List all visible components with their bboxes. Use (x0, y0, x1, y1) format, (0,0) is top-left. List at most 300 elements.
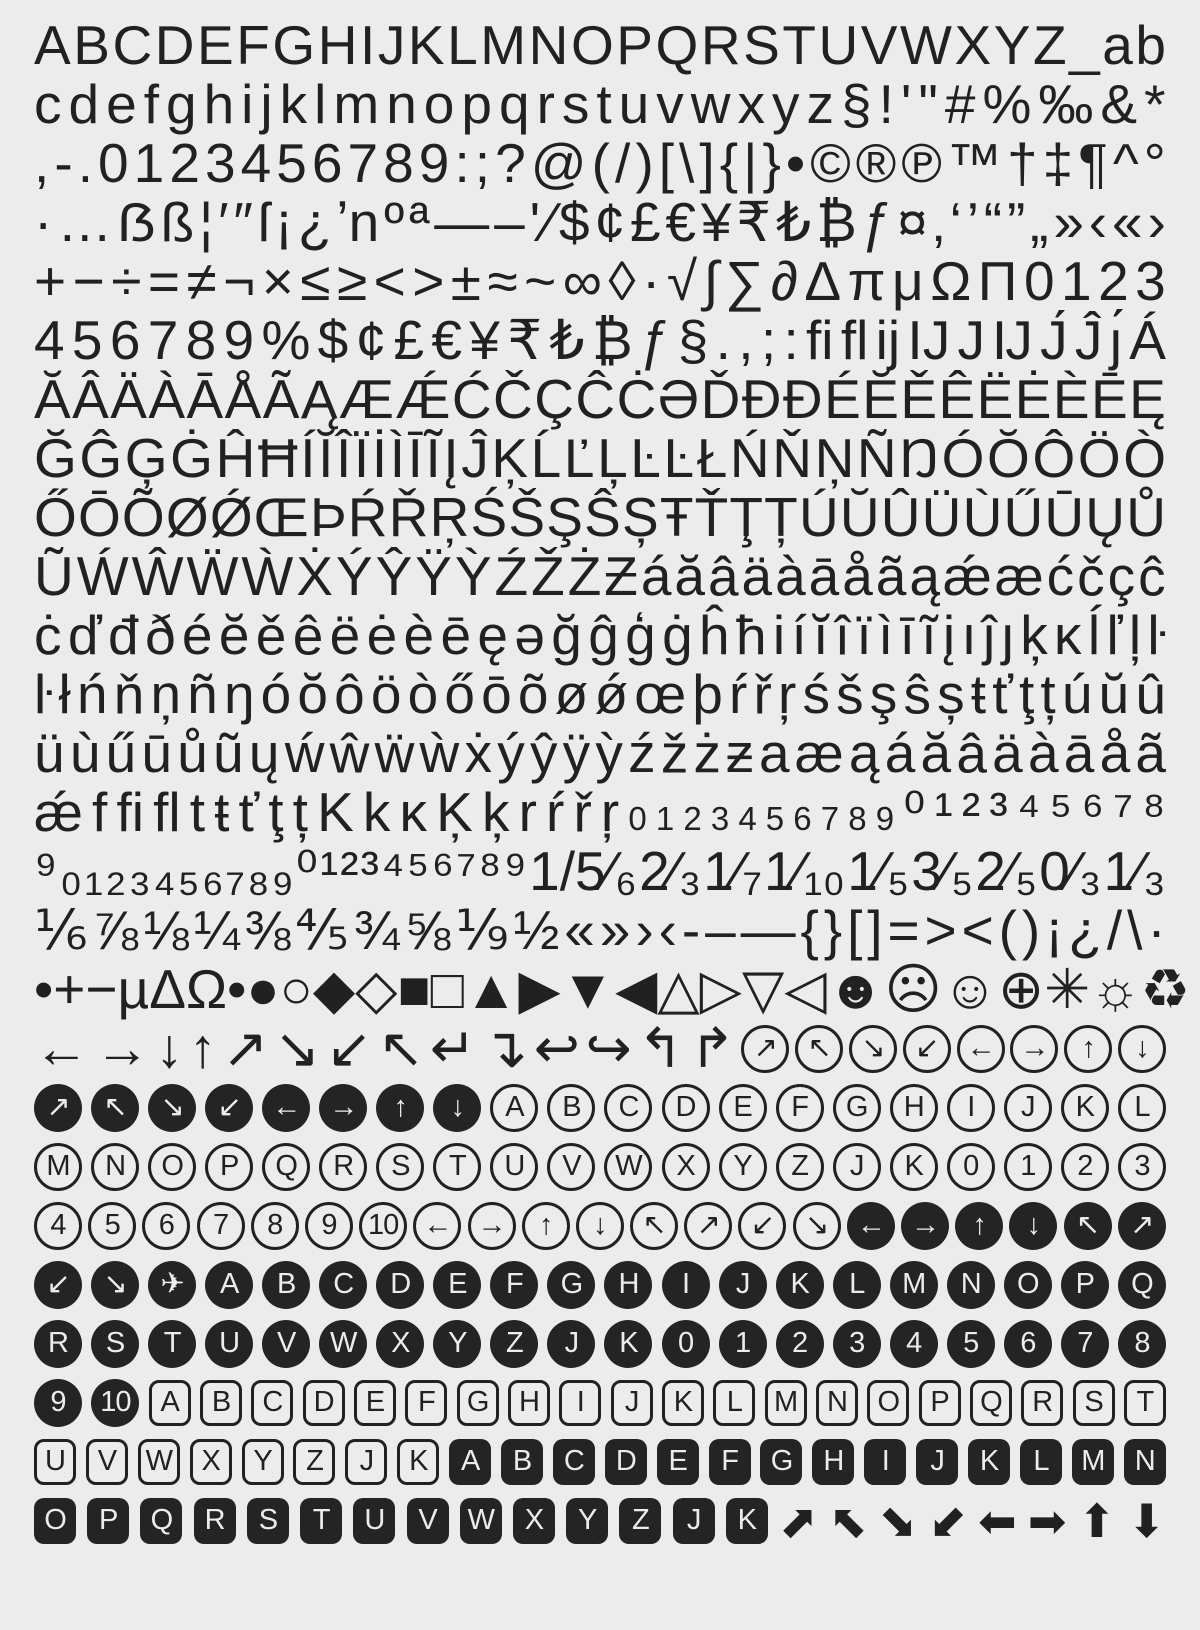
glyph: ≥ (336, 250, 368, 312)
glyph: Ũ (34, 545, 74, 607)
glyph: đ (108, 604, 139, 666)
glyph: c (34, 73, 62, 135)
circle-badge-outline: U (490, 1143, 538, 1191)
starburst-icon: ✳ (1044, 958, 1091, 1020)
glyph: ű (105, 722, 137, 784)
square-badge-outline: U (34, 1439, 76, 1485)
glyph: S (743, 14, 780, 76)
glyph: ĝ (588, 604, 619, 666)
glyph: ⁶ (431, 840, 455, 902)
math-greek-digits-row (34, 252, 1166, 311)
glyph: ẋ (464, 722, 492, 784)
glyph: Ő (34, 486, 77, 548)
glyph: j (260, 73, 273, 135)
lowercase-symbols-row (34, 75, 1166, 134)
glyph: ȷ́ (1109, 309, 1122, 371)
glyph: į (942, 604, 956, 666)
glyph: § (841, 73, 872, 135)
glyph: ķ (1020, 604, 1048, 666)
glyph: Á (1129, 309, 1166, 371)
circle-badge-filled: A (205, 1261, 253, 1309)
glyph: Δ (804, 250, 842, 312)
glyph: Ǿ (209, 486, 253, 548)
glyph: . (715, 309, 731, 371)
glyph: ■ (397, 958, 431, 1020)
glyph: [ (847, 899, 863, 961)
glyph: ₄ (153, 840, 176, 902)
circle-badge-filled: H (604, 1261, 652, 1309)
glyph: ∑ (725, 250, 765, 312)
glyph: f (92, 781, 108, 843)
glyph: ↑ (188, 1017, 217, 1079)
glyph: ǽ (942, 545, 992, 607)
glyph: * (1144, 73, 1166, 135)
circle-badge-filled: 2 (776, 1320, 824, 1368)
glyph: Ê (938, 368, 976, 430)
glyph: ¥ (700, 191, 732, 253)
glyph: 3 (1135, 250, 1166, 312)
glyph: 7 (820, 800, 840, 837)
glyph: ⁷ (456, 840, 477, 902)
glyph: Ņ (814, 427, 855, 489)
glyph: ◁ (784, 958, 827, 1020)
glyph: Ŷ (375, 545, 413, 607)
glyph: [ (658, 132, 674, 194)
circle-badge-outline: ← (957, 1025, 1005, 1073)
glyph: Q (655, 14, 699, 76)
glyph: ‚ (932, 191, 945, 253)
glyph: 1⁄₃ (1103, 840, 1166, 902)
glyph: 6 (109, 309, 141, 371)
glyph: Ç (534, 368, 574, 430)
glyph: Ö (1077, 427, 1121, 489)
circle-badge-filled: ↗ (1118, 1202, 1166, 1250)
glyph: IJ (907, 309, 951, 371)
glyph: Ǽ (395, 368, 451, 430)
glyph: ⁰ (903, 781, 926, 843)
circle-badge-filled: V (262, 1320, 310, 1368)
glyph: h (203, 73, 235, 135)
glyph: 9 (875, 800, 895, 837)
glyph: ; (760, 309, 777, 371)
square-badge-filled: P (87, 1498, 129, 1544)
square-badge-filled: T (300, 1498, 342, 1544)
glyph: 0 (1023, 250, 1055, 312)
glyph: " (918, 73, 938, 135)
circle-badge-filled: ↗ (34, 1084, 82, 1132)
glyph: ì (877, 604, 894, 666)
glyph: K (317, 781, 354, 843)
glyph: ) (635, 132, 654, 194)
glyph: Ŀ (663, 427, 695, 489)
glyph: Ś (470, 486, 508, 548)
square-badge-filled: Z (619, 1498, 661, 1544)
circle-badge-filled: ↘ (148, 1084, 196, 1132)
glyph: ą (909, 545, 940, 607)
glyph: Ł (696, 427, 728, 489)
glyph: ĥ (699, 604, 730, 666)
glyph: ŏ (297, 663, 329, 725)
glyph: ç (1107, 545, 1136, 607)
glyph: C (112, 14, 153, 76)
circled-letters-digits-row (34, 1137, 1166, 1196)
smiley-outline-icon: ☺ (941, 958, 999, 1020)
circle-badge-filled: G (547, 1261, 595, 1309)
glyph: á (640, 545, 672, 607)
glyph: ⁴ (381, 840, 405, 902)
glyph: a (1102, 14, 1133, 76)
glyph: î (834, 604, 850, 666)
glyph: ü (34, 722, 65, 784)
glyph: < (373, 250, 406, 312)
glyph: k (279, 73, 308, 135)
glyph: 2⁄₃ (639, 840, 702, 902)
glyph: Ỳ (454, 545, 492, 607)
glyph: ¥ (469, 309, 500, 371)
glyph: Ů (1126, 486, 1166, 548)
circle-badge-outline: M (34, 1143, 82, 1191)
glyph: ē (440, 604, 472, 666)
circle-badge-filled: 5 (947, 1320, 995, 1368)
circle-badge-outline: P (205, 1143, 253, 1191)
glyph: ň (113, 663, 145, 725)
glyph: W (900, 14, 952, 76)
glyph: ; (474, 132, 491, 194)
glyph: « (1111, 191, 1143, 253)
glyph: ⁰ (295, 840, 318, 902)
glyph: L (447, 14, 478, 76)
glyph: ò (407, 663, 439, 725)
glyph: ª (409, 191, 430, 253)
glyph: ¡ (274, 191, 294, 253)
glyph: ¡ (1045, 899, 1064, 961)
glyph: ȷ (1001, 604, 1014, 666)
glyph: æ (794, 722, 844, 784)
glyph: % (261, 309, 311, 371)
circle-badge-outline: 7 (197, 1202, 245, 1250)
glyph: 3 (204, 132, 236, 194)
glyph: E (197, 14, 234, 76)
glyph: µ (117, 958, 150, 1020)
glyph: A (34, 14, 71, 76)
glyph: Ì (389, 427, 405, 489)
glyph: Ô (1032, 427, 1076, 489)
glyph: ◊ (608, 250, 636, 312)
glyph: ā (808, 545, 840, 607)
glyph: ₁ (84, 840, 104, 902)
glyph: Ļ (597, 427, 628, 489)
glyph: - (54, 132, 73, 194)
glyph: ◀ (615, 958, 658, 1020)
glyph: Ū (1044, 486, 1085, 548)
glyph: ® (855, 132, 897, 194)
square-badge-outline: H (508, 1380, 550, 1426)
circle-badge-filled: C (319, 1261, 367, 1309)
glyph: fl (153, 781, 181, 843)
glyph: Ø (165, 486, 209, 548)
glyph: ŗ (600, 781, 620, 843)
glyph: – (494, 191, 525, 253)
circle-badge-filled: 9 (34, 1379, 82, 1427)
sun-icon: ☼ (1090, 958, 1141, 1020)
glyph: − (72, 250, 105, 312)
glyph: ⬅ (978, 1494, 1017, 1547)
glyph: ⁷ (1113, 781, 1134, 843)
glyph: ¹ (934, 781, 953, 843)
glyph: ǿ (594, 663, 629, 725)
glyph: æ (994, 545, 1044, 607)
circle-badge-outline: → (468, 1202, 516, 1250)
glyph: ‡ (1042, 132, 1074, 194)
glyph: Ĳ (992, 309, 1033, 371)
glyph: Ĝ (79, 427, 123, 489)
glyph: ġ (662, 604, 693, 666)
glyph: Ẃ (76, 545, 129, 607)
glyph: Ã (262, 368, 300, 430)
glyph: ₺ (776, 191, 812, 253)
glyph: Ŏ (987, 427, 1030, 489)
glyph: — (434, 191, 490, 253)
glyph: _ (1069, 14, 1100, 76)
glyph: ± (450, 250, 481, 312)
glyph: ▶ (518, 958, 561, 1020)
glyph: à (1027, 722, 1059, 784)
glyph: Ŋ (899, 427, 940, 489)
glyph: n (386, 73, 417, 135)
glyph: - (681, 899, 701, 961)
circle-badge-outline: V (547, 1143, 595, 1191)
circle-badge-outline: 6 (142, 1202, 190, 1250)
glyph: ₉ (271, 840, 294, 902)
glyph: Ė (1014, 368, 1052, 430)
glyph: ij (875, 309, 901, 371)
glyph: ₀ (59, 840, 83, 902)
circle-badge-outline: J (833, 1143, 881, 1191)
glyph: ļ (1128, 604, 1142, 666)
glyph: · (34, 191, 53, 253)
glyph: / (1106, 899, 1123, 961)
glyph: › (635, 899, 654, 961)
glyph: Œ (253, 486, 309, 548)
filled-circle-letters-digits-row (34, 1314, 1166, 1373)
square-badge-filled: K (968, 1439, 1010, 1485)
glyph: ê (292, 604, 324, 666)
glyph: è (403, 604, 435, 666)
circle-badge-outline: ↓ (576, 1202, 624, 1250)
glyph: t (596, 73, 612, 135)
glyph: ý (497, 722, 525, 784)
glyph: · (642, 250, 661, 312)
glyph: ğ (551, 604, 582, 666)
circle-badge-filled: ↖ (1064, 1202, 1112, 1250)
glyph: J́ (1040, 309, 1068, 371)
circle-badge-filled: ← (262, 1084, 310, 1132)
accented-caps-u-z-lower-a-c-row (34, 547, 1166, 606)
glyph: P (616, 14, 653, 76)
square-badge-outline: Y (242, 1439, 284, 1485)
circle-badge-filled: E (433, 1261, 481, 1309)
glyph: ů (177, 722, 208, 784)
glyph: . (77, 132, 93, 194)
circle-badge-outline: I (947, 1084, 995, 1132)
square-badge-outline: J (611, 1380, 653, 1426)
circle-badge-outline: ↑ (1064, 1025, 1112, 1073)
glyph: ² (340, 840, 359, 902)
accented-lower-l-u-row (34, 665, 1166, 724)
glyph: ∫ (703, 250, 719, 312)
circle-badge-outline: 2 (1061, 1143, 1109, 1191)
glyph: ß (160, 191, 195, 253)
circle-badge-filled: → (319, 1084, 367, 1132)
glyph: Æ (339, 368, 394, 430)
glyph: â (707, 545, 739, 607)
circle-badge-filled: M (890, 1261, 938, 1309)
glyph: ( (998, 899, 1017, 961)
glyph: Ą (300, 368, 338, 430)
glyph: ʼn (336, 191, 380, 253)
square-badge-outline: K (662, 1380, 704, 1426)
glyph: Š (508, 486, 546, 548)
glyph: ț (292, 781, 308, 843)
glyph: r (518, 781, 537, 843)
glyph: ≤ (300, 250, 331, 312)
glyph: w (690, 73, 731, 135)
glyph: $ (317, 309, 349, 371)
circle-badge-filled: Z (490, 1320, 538, 1368)
glyph: ĵ (983, 604, 996, 666)
glyph: Ā (186, 368, 224, 430)
glyph: Į (443, 427, 459, 489)
glyph: Î (336, 427, 352, 489)
glyph: { (719, 132, 739, 194)
glyph: = (887, 899, 920, 961)
globe-icon: ⊕ (998, 958, 1045, 1020)
glyph: † (1006, 132, 1038, 194)
circle-badge-outline: 10 (359, 1202, 407, 1250)
glyph: O (570, 14, 614, 76)
square-badge-outline: E (354, 1380, 396, 1426)
glyph: Π (977, 250, 1018, 312)
glyph: Þ (309, 486, 347, 548)
glyph: ñ (187, 663, 218, 725)
glyph: Å (224, 368, 262, 430)
glyph: Ž (531, 545, 565, 607)
glyph: U (818, 14, 859, 76)
circle-badge-outline: C (604, 1084, 652, 1132)
glyph: Ĭ (318, 427, 334, 489)
glyph: ∂ (770, 250, 798, 312)
glyph: ↪ (585, 1017, 632, 1079)
geometric-symbols-row (34, 958, 1190, 1020)
glyph: ▽ (742, 958, 785, 1020)
glyph: Ù (962, 486, 1003, 548)
glyph: ↴ (481, 1017, 528, 1079)
glyph: D (154, 14, 195, 76)
circle-badge-outline: W (604, 1143, 652, 1191)
glyph: „ (1030, 191, 1049, 253)
glyph: ⁴ (1016, 781, 1041, 843)
glyph: ' (529, 191, 541, 253)
glyph: 4 (240, 132, 272, 194)
glyph: V (860, 14, 898, 76)
circle-badge-outline: 8 (251, 1202, 299, 1250)
glyph: i (241, 73, 254, 135)
circle-badge-filled: ↙ (205, 1084, 253, 1132)
glyph: 8 (848, 800, 867, 837)
glyph: & (1100, 73, 1138, 135)
glyph: ₈ (246, 840, 270, 902)
glyph: ú (1061, 663, 1093, 725)
square-badge-filled: K (726, 1498, 768, 1544)
accented-lower-c-l-row (34, 606, 1166, 665)
square-badge-filled: U (353, 1498, 395, 1544)
glyph: ⁵ (406, 840, 430, 902)
glyph: ⅙ (34, 899, 88, 961)
glyph: ≠ (186, 250, 217, 312)
glyph: Ĺ (530, 427, 562, 489)
glyph: ď (67, 604, 102, 666)
circle-badge-filled: 0 (662, 1320, 710, 1368)
glyph: Ŕ (347, 486, 388, 548)
glyph: ⬈ (779, 1494, 818, 1547)
glyph: ₅ (177, 840, 200, 902)
glyph: Ă (34, 368, 71, 430)
glyph: ǽ (34, 781, 83, 843)
glyph: ș (937, 663, 965, 725)
punctuation-currency-row (34, 193, 1166, 252)
glyph: = (147, 250, 180, 312)
glyph: μ (892, 250, 924, 312)
glyph: ă (674, 545, 706, 607)
glyph: ó (260, 663, 292, 725)
circle-badge-filled: ↓ (433, 1084, 481, 1132)
circle-badge-filled: ↓ (1009, 1202, 1057, 1250)
circle-badge-outline: ↑ (522, 1202, 570, 1250)
glyph: ŷ (529, 722, 558, 784)
square-badge-filled: Q (140, 1498, 182, 1544)
glyph: 7 (347, 132, 379, 194)
glyph: ⬇ (1127, 1494, 1166, 1547)
glyph: l (314, 73, 327, 135)
glyph: ŕ (729, 663, 748, 725)
glyph: Ÿ (415, 545, 452, 607)
glyph: ◆ (312, 958, 356, 1020)
glyph: – (705, 899, 736, 961)
circle-badge-outline: H (890, 1084, 938, 1132)
glyph: ï (856, 604, 872, 666)
glyph: ⬋ (928, 1494, 967, 1547)
glyph: ä (992, 722, 1023, 784)
circle-badge-filled: 10 (91, 1379, 139, 1427)
glyph: ³ (989, 781, 1008, 843)
glyph: ỳ (595, 722, 623, 784)
circle-badge-outline: ↘ (849, 1025, 897, 1073)
circle-badge-outline: T (433, 1143, 481, 1191)
glyph: 5 (276, 132, 307, 194)
glyph: ↙ (326, 1017, 373, 1079)
glyph: Ń (729, 427, 770, 489)
circle-badge-filled: X (376, 1320, 424, 1368)
glyph: ' (900, 73, 912, 135)
glyph: Í (300, 427, 316, 489)
glyph: Ț (764, 486, 798, 548)
glyph: ⁄ (544, 191, 555, 253)
glyph: ĸ (399, 781, 427, 843)
glyph: ż (693, 722, 722, 784)
glyph: X (954, 14, 992, 76)
glyph: 1/5⁄₆ (529, 840, 637, 902)
glyph: ħ (735, 604, 767, 666)
